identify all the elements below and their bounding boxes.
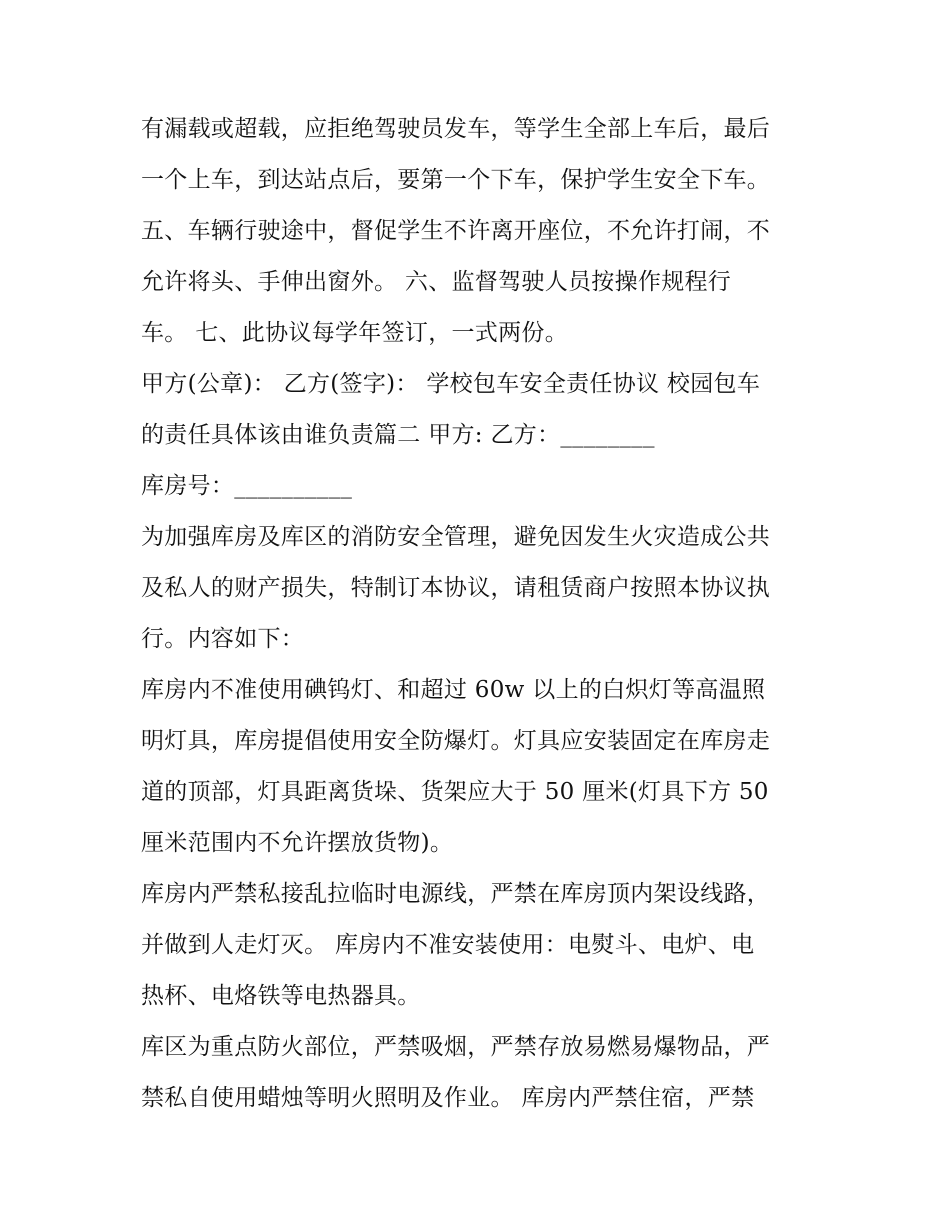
text-line: 为加强库房及库区的消防安全管理，避免因发生火灾造成公共 bbox=[141, 524, 771, 550]
text-line: 允许将头、手伸出窗外。 六、监督驾驶人员按操作规程行 bbox=[141, 269, 732, 295]
text-line: 道的顶部，灯具距离货垛、货架应大于 50 厘米(灯具下方 50 bbox=[141, 779, 769, 805]
text-line: 库房号：__________ bbox=[141, 473, 353, 499]
text-line: 库房内严禁私接乱拉临时电源线，严禁在库房顶内架设线路， bbox=[141, 881, 771, 907]
text-line: 甲方(公章)： 乙方(签字)： 学校包车安全责任协议 校园包车 bbox=[141, 371, 761, 397]
text-line: 有漏载或超载，应拒绝驾驶员发车，等学生全部上车后，最后 bbox=[141, 116, 771, 142]
text-line: 并做到人走灯灭。 库房内不准安装使用：电熨斗、电炉、电 bbox=[141, 932, 755, 958]
text-line: 库房内不准使用碘钨灯、和超过 60w 以上的白炽灯等高温照 bbox=[141, 677, 766, 703]
text-line: 库区为重点防火部位，严禁吸烟，严禁存放易燃易爆物品，严 bbox=[141, 1034, 771, 1060]
text-line: 及私人的财产损失，特制订本协议，请租赁商户按照本协议执 bbox=[141, 575, 771, 601]
text-line: 车。 七、此协议每学年签订，一式两份。 bbox=[141, 320, 569, 346]
text-line: 厘米范围内不允许摆放货物)。 bbox=[141, 830, 454, 856]
document-body bbox=[141, 104, 821, 1124]
text-line: 的责任具体该由谁负责篇二 甲方: 乙方：________ bbox=[141, 422, 655, 448]
text-line: 一个上车，到达站点后，要第一个下车，保护学生安全下车。 bbox=[141, 167, 771, 193]
text-line: 行。内容如下： bbox=[141, 626, 305, 652]
text-line: 明灯具，库房提倡使用安全防爆灯。灯具应安装固定在库房走 bbox=[141, 728, 771, 754]
text-line: 禁私自使用蜡烛等明火照明及作业。 库房内严禁住宿，严禁 bbox=[141, 1085, 755, 1111]
text-line: 热杯、电烙铁等电热器具。 bbox=[141, 983, 421, 1009]
text-line: 五、车辆行驶途中，督促学生不许离开座位，不允许打闹，不 bbox=[141, 218, 771, 244]
